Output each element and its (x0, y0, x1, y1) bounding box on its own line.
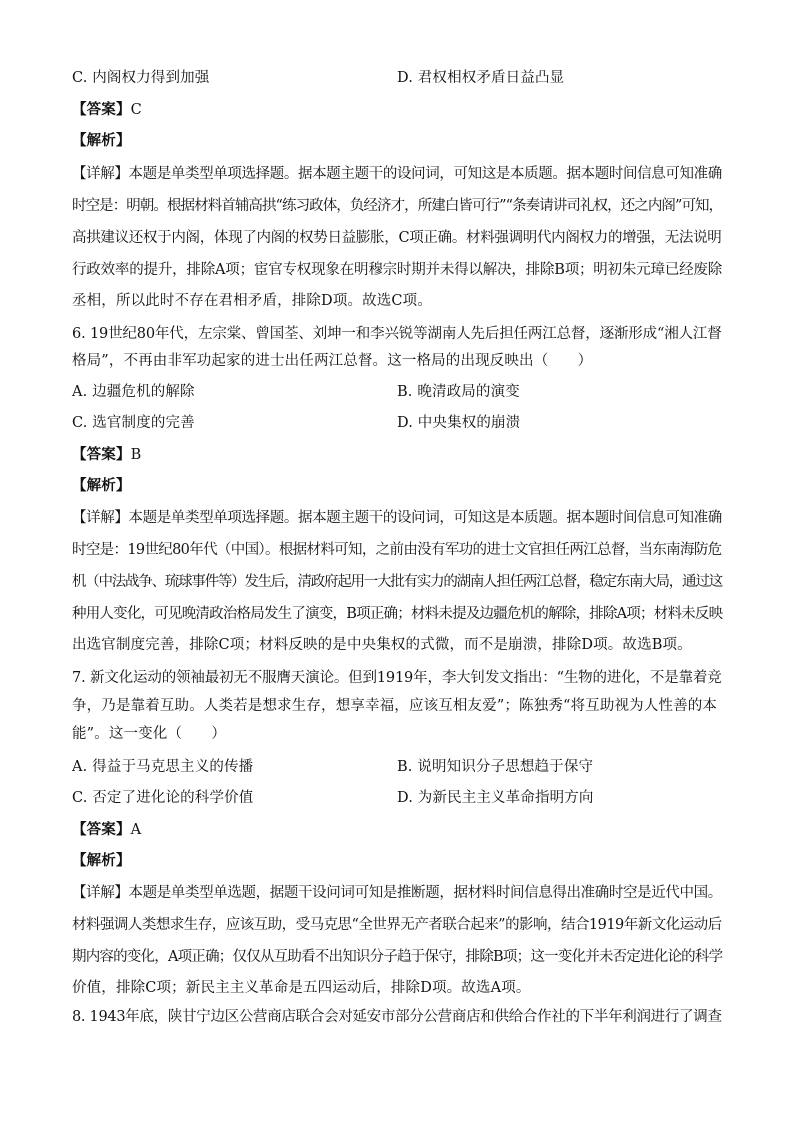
q7-option-c: C. 否定了进化论的科学价值 (72, 790, 254, 806)
q6-stem-line: 格局”，不再由非军功起家的进士出任两江总督。这一格局的出现反映出（ ） (72, 353, 593, 369)
q6-option-a: A. 边疆危机的解除 (72, 384, 195, 400)
answer-tag: 【答案】 (72, 101, 131, 118)
answer-tag: 【答案】 (72, 821, 131, 838)
q6-analysis-tag: 【解析】 (72, 477, 131, 494)
q5-option-d: D. 君权相权矛盾日益凸显 (397, 70, 565, 86)
q8-stem-line: 8. 1943年底，陕甘宁边区公营商店联合会对延安市部分公营商店和供给合作社的下半年利润进行了调查 (72, 1009, 722, 1025)
q7-stem-line: 7. 新文化运动的领袖最初无不服膺天演论。但到1919年，李大钊发文指出：“生物的进化，不是靠着竞 (72, 670, 722, 686)
q7-answer (72, 818, 141, 839)
q6-detail-line: 【详解】本题是单类型单项选择题。据本题主题干的设问词，可知这是本质题。据本题时间信息可知准确 (72, 510, 722, 526)
q6-option-b: B. 晚清政局的演变 (397, 384, 520, 400)
q7-detail-line: 【详解】本题是单类型单选题，据题干设问词可知是推断题，据材料时间信息得出准确时空是近代中国。 (72, 885, 722, 901)
q7-stem-line: 争，乃是靠着互助。人类若是想求生存，想享幸福，应该互相友爱”；陈独秀“将互助视为人性善的本 (72, 698, 718, 714)
q7-analysis-tag: 【解析】 (72, 852, 131, 869)
q7-option-d: D. 为新民主主义革命指明方向 (397, 790, 594, 806)
answer-value: C (130, 102, 142, 118)
q6-option-d: D. 中央集权的崩溃 (397, 415, 521, 431)
q5-analysis-tag: 【解析】 (72, 132, 131, 149)
q5-option-c: C. 内阁权力得到加强 (72, 70, 210, 86)
q5-detail-line: 丞相，所以此时不存在君相矛盾，排除D项。故选C项。 (72, 293, 432, 309)
q7-option-a: A. 得益于马克思主义的传播 (72, 759, 254, 775)
q5-detail-line: 【详解】本题是单类型单项选择题。据本题主题干的设问词，可知这是本质题。据本题时间信息可知准确 (72, 166, 722, 182)
q7-detail-line: 材料强调人类想求生存，应该互助，受马克思“全世界无产者联合起来”的影响，结合1919年新文化运动后 (72, 917, 722, 933)
q6-stem-line: 6. 19世纪80年代，左宗棠、曾国荃、刘坤一和李兴锐等湖南人先后担任两江总督，逐渐形成“湘人江督 (72, 326, 722, 342)
q6-answer (72, 443, 141, 464)
q5-detail-line: 行政效率的提升，排除A项；宦官专权现象在明穆宗时期并未得以解决，排除B项；明初朱元璋已经废除 (72, 262, 723, 278)
q7-detail-line: 期内容的变化，A项正确；仅仅从互助看不出知识分子趋于保守，排除B项；这一变化并未否定进化论的科学 (72, 949, 723, 965)
q6-detail-line: 出选官制度完善，排除C项；材料反映的是中央集权的式微，而不是崩溃，排除D项。故选B项。 (72, 637, 692, 653)
q7-stem-line: 能”。这一变化（ ） (72, 726, 227, 742)
q5-detail-line: 高拱建议还权于内阁，体现了内阁的权势日益膨胀，C项正确。材料强调明代内阁权力的增强，无法说明 (72, 230, 722, 246)
q7-detail-line: 价值，排除C项；新民主主义革命是五四运动后，排除D项。故选A项。 (72, 980, 531, 996)
answer-value: A (130, 822, 142, 838)
q6-detail-line: 时空是：19世纪80年代（中国）。根据材料可知，之前由没有军功的进士文官担任两江总督，当东南海防危 (72, 542, 722, 558)
q6-detail-line: 种用人变化，可见晚清政治格局发生了演变，B项正确；材料未提及边疆危机的解除，排除A项；材料未反映 (72, 606, 723, 622)
answer-tag: 【答案】 (72, 446, 131, 463)
q6-detail-line: 机（中法战争、琉球事件等）发生后，清政府起用一大批有实力的湖南人担任两江总督，稳定东南大局，通过这 (72, 574, 722, 590)
q7-option-b: B. 说明知识分子思想趋于保守 (397, 759, 594, 775)
q6-option-c: C. 选官制度的完善 (72, 415, 195, 431)
q5-detail-line: 时空是：明朝。根据材料首辅高拱“练习政体，负经济才，所建白皆可行”“条奏请讲司礼权，还之内阁”可知， (72, 198, 723, 214)
q5-answer (72, 98, 142, 119)
answer-value: B (130, 447, 142, 463)
